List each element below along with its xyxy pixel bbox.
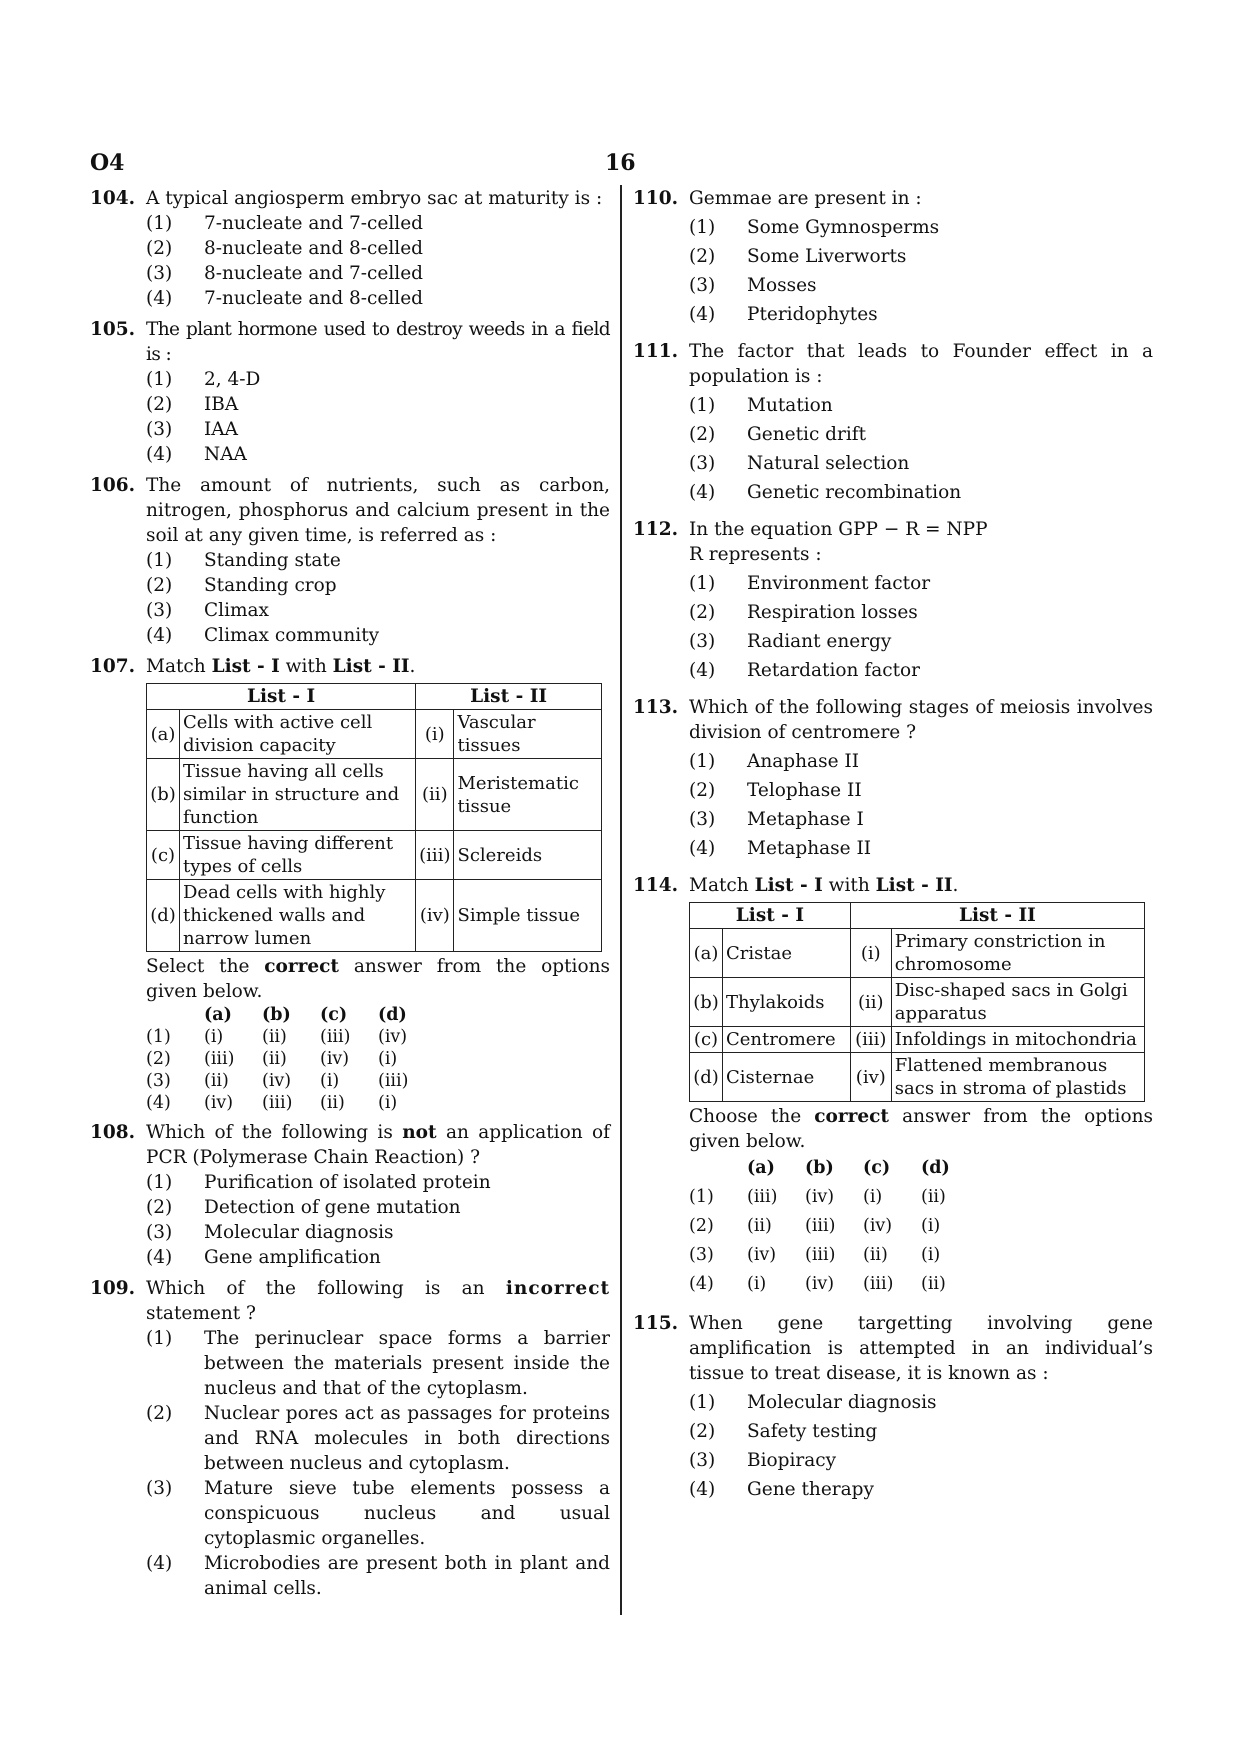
option[interactable] — [146, 1195, 610, 1220]
option-number: (3) — [689, 631, 716, 652]
option[interactable] — [689, 658, 1153, 683]
option-text: Pteridophytes — [747, 304, 878, 325]
question-number: 104. — [90, 188, 136, 209]
option-number: (2) — [689, 780, 716, 801]
option-text: Safety testing — [747, 1421, 878, 1442]
option[interactable] — [689, 836, 1153, 861]
table-row: (c) Tissue having different types of cells (iii) Sclereids — [147, 831, 602, 880]
option-text: The perinuclear space forms a barrier between the materials present inside the nucleus and that of the cytoplasm. — [204, 1328, 610, 1399]
question-number: 108. — [90, 1122, 136, 1143]
option[interactable] — [146, 598, 610, 623]
option-number: (3) — [146, 263, 173, 284]
question-number: 115. — [633, 1313, 679, 1334]
option[interactable] — [146, 623, 610, 648]
option[interactable] — [689, 571, 1153, 596]
question-stem: A typical angiosperm embryo sac at maturity is : — [146, 188, 603, 209]
option[interactable] — [689, 1448, 1153, 1473]
page-number: 16 — [605, 150, 636, 176]
table-row: (d) Cisternae (iv) Flattened membranous sacs in stroma of plastids — [690, 1053, 1145, 1102]
option-number: (2) — [146, 394, 173, 415]
question-stem: When gene targetting involving gene amplification is attempted in an individual’s tissue to treat disease, it is known as : — [689, 1313, 1153, 1384]
option-number: (3) — [146, 419, 173, 440]
question-115 — [633, 1311, 1153, 1502]
option-number: (1) — [146, 1328, 173, 1349]
option-number: (2) — [146, 238, 173, 259]
question-number: 112. — [633, 519, 679, 540]
option-text: NAA — [204, 444, 247, 465]
answer-option[interactable]: (1) (iii) (iv) (i) (ii) — [689, 1187, 946, 1207]
option[interactable] — [146, 1551, 610, 1601]
option[interactable] — [689, 629, 1153, 654]
question-113 — [633, 695, 1153, 861]
answer-option[interactable]: (4) (iv) (iii) (ii) (i) — [146, 1093, 398, 1113]
option-text: 7-nucleate and 8-celled — [204, 288, 423, 309]
option-number: (4) — [146, 625, 173, 646]
option-number: (2) — [146, 1403, 173, 1424]
right-column — [633, 186, 1153, 1514]
left-column — [90, 186, 610, 1607]
column-divider — [620, 185, 622, 1615]
question-stem: Match List - I with List - II. — [689, 875, 959, 896]
option[interactable] — [146, 442, 610, 467]
question-number: 111. — [633, 341, 679, 362]
option-text: Some Gymnosperms — [747, 217, 940, 238]
option-text: 2, 4-D — [204, 369, 261, 390]
option[interactable] — [689, 600, 1153, 625]
question-104 — [90, 186, 610, 311]
option-number: (1) — [689, 1392, 716, 1413]
option-text: Metaphase I — [747, 809, 864, 830]
list-ii-header: List - II — [850, 903, 1144, 929]
option-number: (2) — [689, 246, 716, 267]
option-text: Radiant energy — [747, 631, 892, 652]
option-text: Nuclear pores act as passages for proteins and RNA molecules in both directions between nucleus and cytoplasm. — [204, 1403, 610, 1474]
option[interactable] — [146, 1245, 610, 1270]
option[interactable] — [146, 1170, 610, 1195]
select-instruction: Choose the correct answer from the options given below. — [689, 1106, 1153, 1152]
answer-option[interactable]: (2) (iii) (ii) (iv) (i) — [146, 1049, 398, 1069]
answer-option[interactable]: (3) (iv) (iii) (ii) (i) — [689, 1245, 941, 1265]
option[interactable] — [146, 261, 610, 286]
option-number: (3) — [689, 809, 716, 830]
option-text: Some Liverworts — [747, 246, 907, 267]
question-number: 107. — [90, 656, 136, 677]
option-number: (1) — [689, 573, 716, 594]
option-text: Standing state — [204, 550, 341, 571]
option-number: (3) — [689, 275, 716, 296]
option[interactable] — [146, 1476, 610, 1551]
option-text: 7-nucleate and 7-celled — [204, 213, 423, 234]
question-105 — [90, 317, 610, 467]
answer-options-table: (a) (b) (c) (d) (1) (i) (ii) (iii) (iv) (2) (iii) (ii) (iv) (i) (3) (ii) (iv) (i) (iii) (4) (iv) (iii) (ii) (i) — [146, 1004, 436, 1114]
option-number: (4) — [689, 1479, 716, 1500]
option[interactable] — [689, 451, 1153, 476]
option-text: Microbodies are present both in plant and animal cells. — [204, 1553, 610, 1599]
answer-option[interactable]: (3) (ii) (iv) (i) (iii) — [146, 1071, 409, 1091]
option-number: (2) — [689, 602, 716, 623]
table-row: (d) Dead cells with highly thickened walls and narrow lumen (iv) Simple tissue — [147, 880, 602, 952]
match-table — [689, 902, 1145, 1102]
question-number: 105. — [90, 319, 136, 340]
question-114 — [633, 873, 1153, 1299]
option-text: Purification of isolated protein — [204, 1172, 491, 1193]
option-number: (4) — [146, 444, 173, 465]
question-number: 110. — [633, 188, 679, 209]
question-number: 114. — [633, 875, 679, 896]
option-text: Climax — [204, 600, 269, 621]
table-row: (b) Thylakoids (ii) Disc-shaped sacs in Golgi apparatus — [690, 978, 1145, 1027]
option-text: Mature sieve tube elements possess a conspicuous nucleus and usual cytoplasmic organelles. — [204, 1478, 610, 1549]
option-text: Natural selection — [747, 453, 910, 474]
question-stem: In the equation GPP − R = NPP — [689, 519, 988, 540]
answer-options-table: (a) (b) (c) (d) (1) (iii) (iv) (i) (ii) (2) (ii) (iii) (iv) (i) (3) (iv) (iii) (ii) (i) (4) (i) (iv) (iii) (ii) — [689, 1154, 979, 1299]
option-number: (1) — [146, 1172, 173, 1193]
option-number: (1) — [146, 213, 173, 234]
option[interactable] — [146, 548, 610, 573]
option[interactable] — [689, 302, 1153, 327]
table-row: (b) Tissue having all cells similar in structure and function (ii) Meristematic tissue — [147, 759, 602, 831]
question-stem: Which of the following stages of meiosis involves division of centromere ? — [689, 697, 1153, 743]
option[interactable] — [689, 1390, 1153, 1415]
option[interactable] — [146, 392, 610, 417]
option[interactable] — [689, 215, 1153, 240]
question-stem: Match List - I with List - II. — [146, 656, 416, 677]
option-number: (1) — [689, 751, 716, 772]
option[interactable] — [689, 393, 1153, 418]
option-text: Standing crop — [204, 575, 337, 596]
answer-option[interactable]: (2) (ii) (iii) (iv) (i) — [689, 1216, 941, 1236]
question-106 — [90, 473, 610, 648]
option-text: Anaphase II — [747, 751, 860, 772]
question-stem: The plant hormone used to destroy weeds in a field is : — [146, 319, 610, 365]
answer-option[interactable]: (4) (i) (iv) (iii) (ii) — [689, 1274, 946, 1294]
option-number: (1) — [146, 369, 173, 390]
option-number: (3) — [146, 1222, 173, 1243]
option-number: (2) — [689, 424, 716, 445]
question-stem: Which of the following is not an application of PCR (Polymerase Chain Reaction) ? — [146, 1122, 610, 1168]
option[interactable] — [146, 367, 610, 392]
option-text: 8-nucleate and 8-celled — [204, 238, 423, 259]
option-text: Detection of gene mutation — [204, 1197, 461, 1218]
option-number: (4) — [146, 1247, 173, 1268]
option-number: (1) — [689, 395, 716, 416]
option-number: (3) — [146, 1478, 173, 1499]
question-number: 109. — [90, 1278, 136, 1299]
option-text: Respiration losses — [747, 602, 918, 623]
option[interactable] — [146, 1220, 610, 1245]
option-text: Genetic drift — [747, 424, 867, 445]
option-text: Climax community — [204, 625, 380, 646]
table-row: (c) Centromere (iii) Infoldings in mitochondria — [690, 1027, 1145, 1053]
option-text: Biopiracy — [747, 1450, 837, 1471]
option[interactable] — [689, 749, 1153, 774]
option-text: IAA — [204, 419, 239, 440]
option-text: Gene amplification — [204, 1247, 381, 1268]
question-stem-line-2: R represents : — [689, 544, 822, 565]
booklet-code: O4 — [90, 150, 125, 176]
option[interactable] — [146, 286, 610, 311]
select-instruction: Select the correct answer from the options given below. — [146, 956, 611, 1002]
list-i-header: List - I — [147, 684, 416, 710]
option[interactable] — [689, 1477, 1153, 1502]
option[interactable] — [146, 573, 610, 598]
option-text: Retardation factor — [747, 660, 920, 681]
question-number: 113. — [633, 697, 679, 718]
option[interactable] — [146, 417, 610, 442]
question-111 — [633, 339, 1153, 505]
question-number: 106. — [90, 475, 136, 496]
option[interactable] — [146, 1401, 610, 1476]
question-stem: The amount of nutrients, such as carbon, nitrogen, phosphorus and calcium present in the soil at any given time, is referred as : — [146, 475, 610, 546]
option-number: (2) — [146, 1197, 173, 1218]
table-row: (a) Cristae (i) Primary constriction in chromosome — [690, 929, 1145, 978]
answer-option[interactable]: (1) (i) (ii) (iii) (iv) — [146, 1027, 408, 1047]
question-108 — [90, 1120, 610, 1270]
option[interactable] — [689, 480, 1153, 505]
table-row: (a) Cells with active cell division capacity (i) Vascular tissues — [147, 710, 602, 759]
list-i-header: List - I — [690, 903, 851, 929]
option[interactable] — [689, 807, 1153, 832]
option[interactable] — [689, 1419, 1153, 1444]
option-number: (1) — [146, 550, 173, 571]
option-text: 8-nucleate and 7-celled — [204, 263, 423, 284]
question-stem: Which of the following is an incorrect statement ? — [146, 1278, 610, 1324]
option[interactable] — [146, 1326, 610, 1401]
option-number: (2) — [146, 575, 173, 596]
list-ii-header: List - II — [416, 684, 602, 710]
question-stem: The factor that leads to Founder effect in a population is : — [689, 341, 1153, 387]
option[interactable] — [689, 244, 1153, 269]
question-107 — [90, 654, 610, 1114]
option-text: Mutation — [747, 395, 833, 416]
question-110 — [633, 186, 1153, 327]
question-stem: Gemmae are present in : — [689, 188, 922, 209]
option[interactable] — [689, 422, 1153, 447]
option-text: Telophase II — [747, 780, 862, 801]
option[interactable] — [689, 778, 1153, 803]
option-text: Metaphase II — [747, 838, 872, 859]
option-text: Environment factor — [747, 573, 931, 594]
option-text: Molecular diagnosis — [204, 1222, 394, 1243]
option-text: Molecular diagnosis — [747, 1392, 937, 1413]
option-number: (4) — [689, 660, 716, 681]
option-text: Genetic recombination — [747, 482, 962, 503]
option[interactable] — [146, 211, 610, 236]
option-text: Gene therapy — [747, 1479, 874, 1500]
option-number: (4) — [146, 288, 173, 309]
option-number: (2) — [689, 1421, 716, 1442]
option[interactable] — [689, 273, 1153, 298]
question-109 — [90, 1276, 610, 1601]
option-number: (4) — [689, 838, 716, 859]
option-number: (3) — [689, 453, 716, 474]
option[interactable] — [146, 236, 610, 261]
option-number: (4) — [689, 482, 716, 503]
match-table — [146, 683, 602, 952]
question-112 — [633, 517, 1153, 683]
option-text: IBA — [204, 394, 239, 415]
option-number: (1) — [689, 217, 716, 238]
option-number: (4) — [146, 1553, 173, 1574]
option-number: (4) — [689, 304, 716, 325]
option-text: Mosses — [747, 275, 817, 296]
option-number: (3) — [689, 1450, 716, 1471]
option-number: (3) — [146, 600, 173, 621]
